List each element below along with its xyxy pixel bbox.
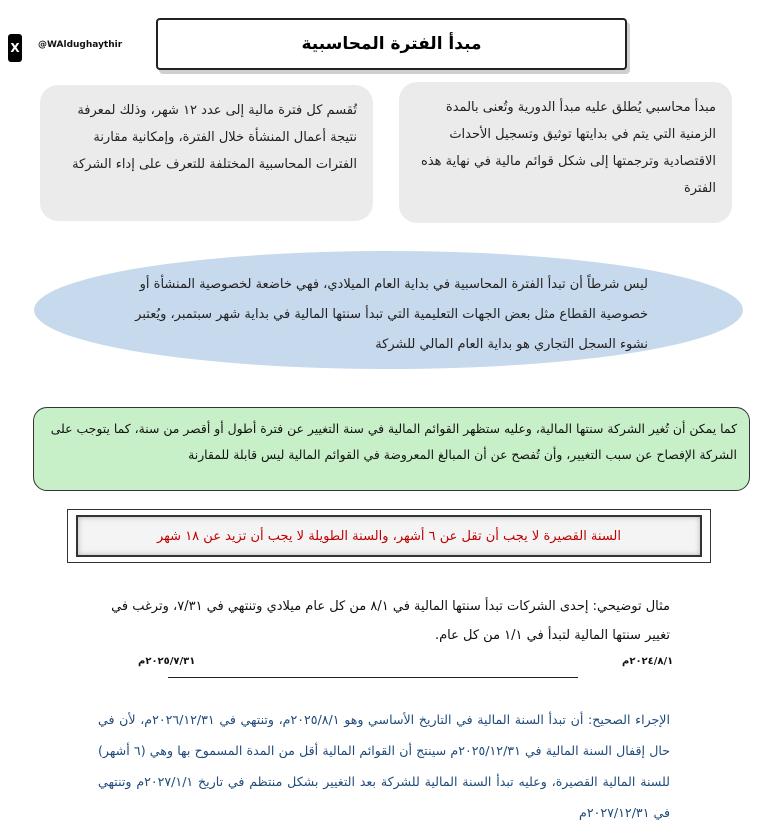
timeline-end-date: ٢٠٢٥/٧/٣١م — [138, 656, 196, 667]
correct-procedure-text: الإجراء الصحيح: أن تبدأ السنة المالية في التاريخ الأساسي وهو ٢٠٢٥/٨/١م، وتنتهي في ٢٠٢٦/١٢/٣١م، لأن في حال إقفال السنة المالية في ٢٠٢٥/١٢/٣١م سينتج أن القوائم المالية أقل من المدة المسموح بها وهي (٦ أشهر) للسنة المالية القصيرة، وعليه تبدأ السنة المالية للشركة بعد التغيير بشكل منتظم في تاريخ ٢٠٢٧/١/١م وتنتهي في ٢٠٢٧/١٢/٣١م — [98, 712, 670, 820]
author-handle: @WAldughaythir — [38, 40, 123, 50]
timeline-start-date: ٢٠٢٤/٨/١م — [622, 656, 674, 667]
card-definition: مبدأ محاسبي يُطلق عليه مبدأ الدورية وتُعنى بالمدة الزمنية التي يتم في بدايتها توثيق وتسجيل الأحداث الاقتصادية وترجمتها إلى شكل قوائم مالية في نهاية هذه الفترة — [399, 82, 732, 223]
card-twelve-months: تُقسم كل فترة مالية إلى عدد ١٢ شهر، وذلك لمعرفة نتيجة أعمال المنشأة خلال الفترة، وإمكانية مقارنة الفترات المحاسبية المختلفة للتعرف على إداء الشركة — [40, 85, 373, 221]
change-fiscal-year-box: كما يمكن أن تُغير الشركة سنتها المالية، وعليه ستظهر القوائم المالية في سنة التغيير عن فترة أطول أو أقصر من سنة، كما يتوجب على الشركة الإفصاح عن سبب التغيير، وأن تُفصح عن أن المبالغ المعروضة في القوائم المالية ليس قابلة للمقارنة — [33, 407, 750, 491]
x-logo-icon: X — [8, 34, 22, 62]
page-title: مبدأ الفترة المحاسبية — [156, 18, 627, 70]
ellipse-note: ليس شرطاً أن تبدأ الفترة المحاسبية في بداية العام الميلادي، فهي خاضعة لخصوصية المنشأة أو خصوصية القطاع مثل بعض الجهات التعليمية التي تبدأ سنتها المالية في بداية شهر سبتمبر، ويُعتبر نشوء السجل التجاري هو بداية العام المالي للشركة — [135, 277, 648, 352]
example-text: مثال توضيحي: إحدى الشركات تبدأ سنتها المالية في ٨/١ من كل عام ميلادي وتنتهي في ٧/٣١، وترغب في تغيير سنتها المالية لتبدأ في ١/١ من كل عام. — [111, 599, 670, 643]
timeline-line — [168, 677, 578, 678]
duration-rule-note: السنة القصيرة لا يجب أن تقل عن ٦ أشهر، والسنة الطويلة لا يجب أن تزيد عن ١٨ شهر — [157, 528, 621, 544]
